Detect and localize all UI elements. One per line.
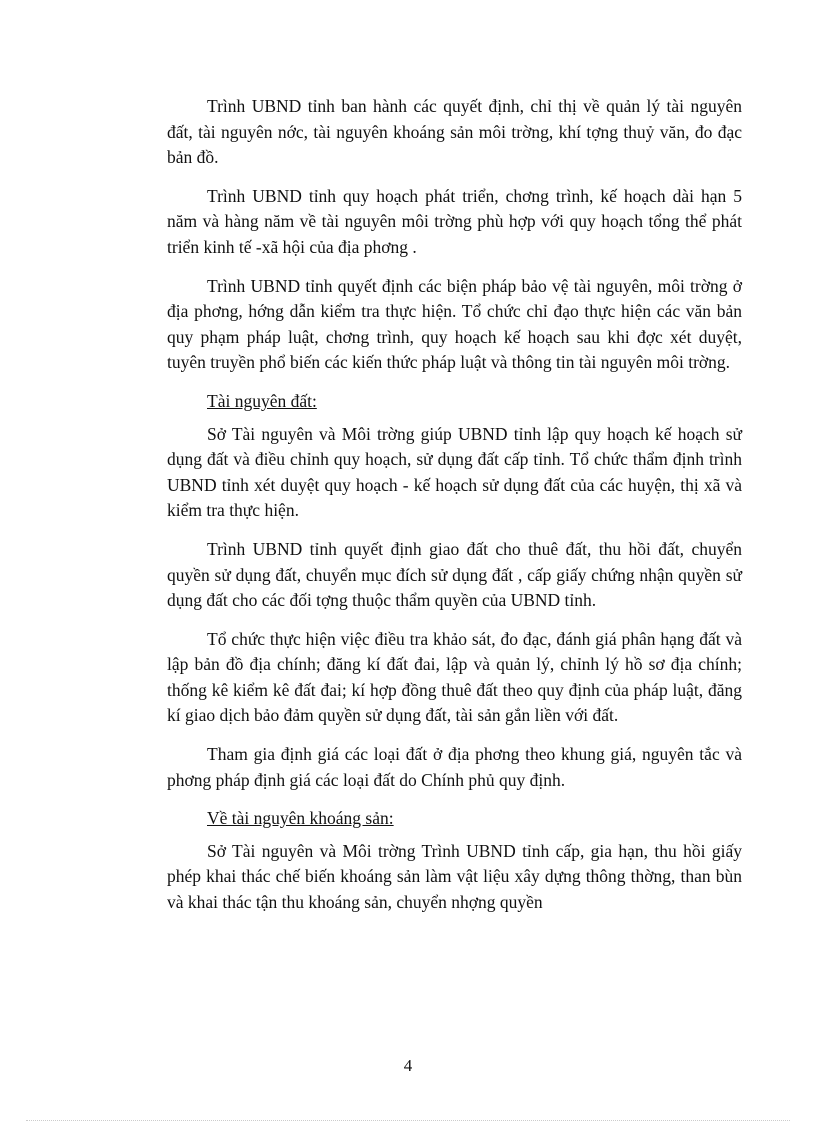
section-heading-minerals bbox=[167, 806, 742, 832]
section-heading-minerals-text: Về tài nguyên khoáng sản: bbox=[207, 808, 394, 829]
page-number: 4 bbox=[403, 1056, 413, 1075]
section-heading-land-text: Tài nguyên đất: bbox=[207, 390, 317, 411]
paragraph: Trình UBND tỉnh ban hành các quyết định, chỉ thị về quản lý tài nguyên đất, tài nguyên nớc, tài nguyên khoáng sản môi trờng, khí tợng thuỷ văn, đo đạc bản đồ. bbox=[167, 96, 742, 168]
paragraph: Sở Tài nguyên và Môi trờng Trình UBND tỉnh cấp, gia hạn, thu hồi giấy phép khai thác chế biến khoáng sản làm vật liệu xây dựng thông thờng, than bùn và khai thác tận thu khoáng sản, chuyển nhợng quyền bbox=[167, 840, 742, 913]
page-bottom-rule bbox=[26, 1120, 790, 1121]
paragraph: Tổ chức thực hiện việc điều tra khảo sát, đo đạc, đánh giá phân hạng đất và lập bản đồ địa chính; đăng kí đất đai, lập và quản lý, chỉnh lý hồ sơ địa chính; thống kê kiểm kê đất đai; kí hợp đồng thuê đất theo quy định của pháp luật, đăng kí giao dịch bảo đảm quyền sử dụng đất, tài sản gắn liền với đất. bbox=[167, 628, 742, 726]
paragraph: Trình UBND tỉnh quy hoạch phát triển, chơng trình, kế hoạch dài hạn 5 năm và hàng năm về tài nguyên môi trờng phù hợp với quy hoạch tổng thể phát triển kinh tế -xã hội của địa phơng . bbox=[167, 185, 742, 257]
paragraph: Trình UBND tỉnh quyết định giao đất cho thuê đất, thu hồi đất, chuyển quyền sử dụng đất, chuyển mục đích sử dụng đất , cấp giấy chứng nhận quyền sử dụng đất cho các đối tợng thuộc thẩm quyền của UBND tỉnh. bbox=[167, 538, 742, 611]
section-heading-land bbox=[167, 389, 742, 415]
paragraph: Tham gia định giá các loại đất ở địa phơng theo khung giá, nguyên tắc và phơng pháp định giá các loại đất do Chính phủ quy định. bbox=[167, 744, 742, 790]
paragraph: Sở Tài nguyên và Môi trờng giúp UBND tỉnh lập quy hoạch kế hoạch sử dụng đất và điều chỉnh quy hoạch, sử dụng đất cấp tỉnh. Tổ chức thẩm định trình UBND tỉnh xét duyệt quy hoạch - kế hoạch sử dụng đất của các huyện, thị xã và kiểm tra thực hiện. bbox=[167, 423, 742, 521]
document-body bbox=[167, 94, 742, 929]
paragraph: Trình UBND tỉnh quyết định các biện pháp bảo vệ tài nguyên, môi trờng ở địa phơng, hớng dẫn kiểm tra thực hiện. Tổ chức chỉ đạo thực hiện các văn bản quy phạm pháp luật, chơng trình, quy hoạch kế hoạch sau khi đợc xét duyệt, tuyên truyền phổ biến các kiến thức pháp luật và thông tin tài nguyên môi trờng. bbox=[167, 275, 742, 373]
